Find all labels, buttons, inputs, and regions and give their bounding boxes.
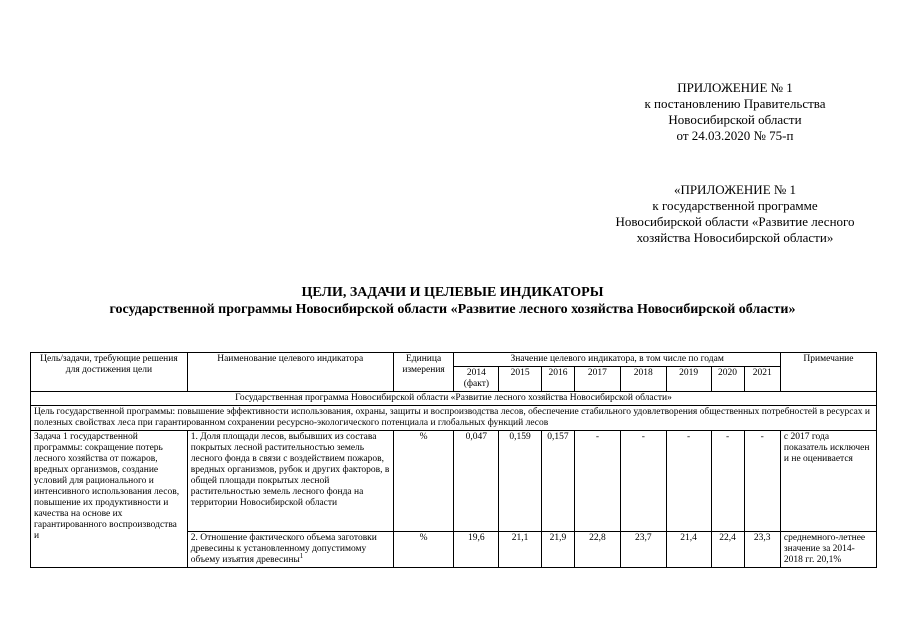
year-header: 2017: [574, 367, 620, 392]
indicator-name-text: 2. Отношение фактического объема заготовки древесины к установленному допустимому объему изъятия древесины: [190, 533, 377, 565]
value-cell: 22,4: [711, 532, 744, 568]
indicator-name-cell: 1. Доля площади лесов, выбывших из состава покрытых лесной растительностью земель лесного фонда в связи с воздействием пожаров, вредных организмов, рубок и других факторов, в общей площади покрытых лесной растительностью земель лесного фонда на территории Новосибирской области: [187, 431, 393, 532]
value-cell: -: [574, 431, 620, 532]
year-header: 2020: [711, 367, 744, 392]
value-cell: 21,9: [541, 532, 574, 568]
year-header: 2021: [744, 367, 780, 392]
appendix-1-heading: [600, 80, 870, 144]
value-cell: -: [744, 431, 780, 532]
header-goal: Цель/задачи, требующие решения для достижения цели: [31, 353, 188, 392]
value-cell: -: [666, 431, 711, 532]
value-cell: 21,1: [499, 532, 542, 568]
program-goal-cell: Цель государственной программы: повышение эффективности использования, охраны, защиты и воспроизводства лесов, обеспечение стабильного удовлетворения общественных потребностей в ресурсах и полезных свойствах леса при гарантированном сохранении ресурсно-экологического потенциала и глобальных функций лесов: [31, 406, 877, 431]
footnote-marker: 1: [299, 551, 304, 560]
year-header: 2014 (факт): [454, 367, 499, 392]
note-cell: среднемного-летнее значение за 2014-2018 гг. 20,1%: [780, 532, 876, 568]
value-cell: 0,157: [541, 431, 574, 532]
table-header-row: [31, 353, 877, 367]
year-header: 2018: [620, 367, 666, 392]
appendix-1-line: Новосибирской области: [668, 112, 802, 127]
header-values: Значение целевого индикатора, в том числе по годам: [454, 353, 780, 367]
program-row: [31, 392, 877, 406]
title-line-2: государственной программы Новосибирской области «Развитие лесного хозяйства Новосибирской области»: [109, 302, 796, 317]
indicators-table: [30, 352, 877, 568]
header-note: Примечание: [780, 353, 876, 392]
header-indicator: Наименование целевого индикатора: [187, 353, 393, 392]
appendix-program-line: «ПРИЛОЖЕНИЕ № 1: [673, 182, 797, 197]
goal-row: [31, 406, 877, 431]
year-header: 2016: [541, 367, 574, 392]
unit-cell: %: [393, 532, 454, 568]
value-cell: 23,3: [744, 532, 780, 568]
note-cell: с 2017 года показатель исключен и не оценивается: [780, 431, 876, 532]
table-row: [31, 431, 877, 532]
appendix-program-line: хозяйства Новосибирской области»: [636, 230, 834, 245]
appendix-1-line: к постановлению Правительства: [644, 96, 826, 111]
task-1-cell: Задача 1 государственной программы: сокращение потерь лесного хозяйства от пожаров, вредных организмов, создание условий для рационального и интенсивного использования лесов, повышение их продуктивности и качества на основе их гарантированного воспроизводства и: [31, 431, 188, 568]
value-cell: 23,7: [620, 532, 666, 568]
value-cell: -: [620, 431, 666, 532]
appendix-program-line: к государственной программе: [652, 198, 818, 213]
indicator-name-cell: [187, 532, 393, 568]
value-cell: 21,4: [666, 532, 711, 568]
unit-cell: %: [393, 431, 454, 532]
title-line-1: ЦЕЛИ, ЗАДАЧИ И ЦЕЛЕВЫЕ ИНДИКАТОРЫ: [301, 285, 604, 300]
appendix-1-line: ПРИЛОЖЕНИЕ № 1: [677, 80, 793, 95]
appendix-program-heading: [590, 182, 880, 246]
appendix-program-line: Новосибирской области «Развитие лесного: [615, 214, 855, 229]
value-cell: 22,8: [574, 532, 620, 568]
year-header: 2015: [499, 367, 542, 392]
value-cell: -: [711, 431, 744, 532]
program-name-cell: Государственная программа Новосибирской области «Развитие лесного хозяйства Новосибирской области»: [31, 392, 877, 406]
value-cell: 0,047: [454, 431, 499, 532]
value-cell: 0,159: [499, 431, 542, 532]
value-cell: 19,6: [454, 532, 499, 568]
header-unit: Единица измерения: [393, 353, 454, 392]
document-title: [0, 284, 905, 318]
appendix-1-line: от 24.03.2020 № 75-п: [676, 128, 794, 143]
year-header: 2019: [666, 367, 711, 392]
